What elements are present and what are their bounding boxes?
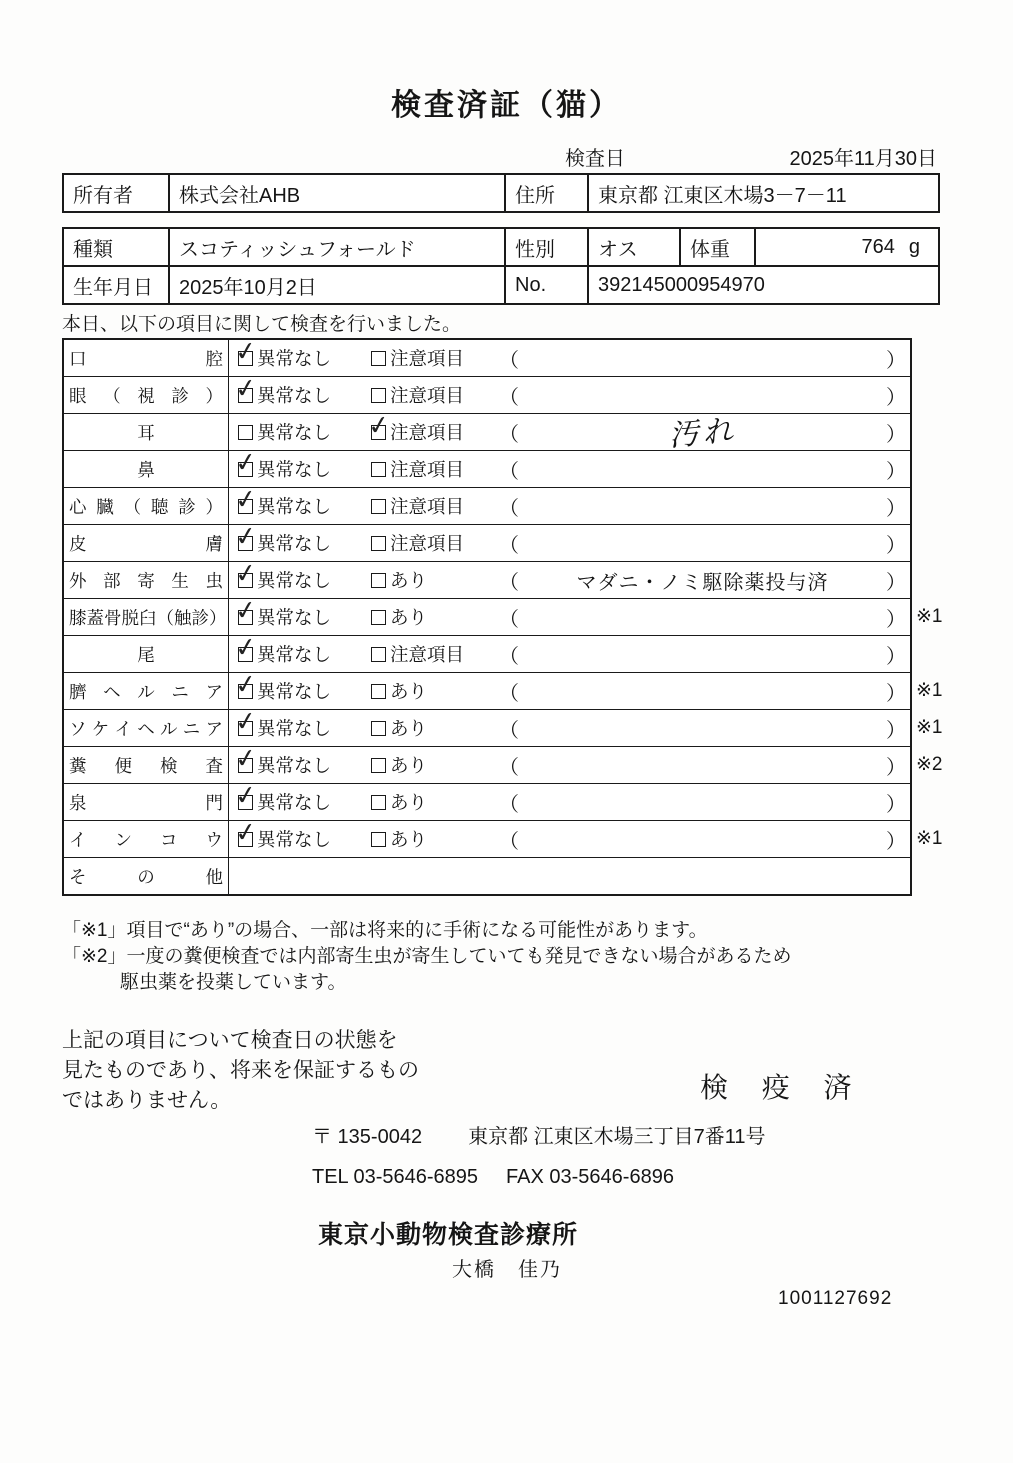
- checkbox-icon: [371, 832, 386, 847]
- footnotes: [62, 918, 792, 997]
- option-no-abnormality-label: 異常なし: [257, 681, 332, 702]
- close-paren: ）: [886, 571, 906, 594]
- close-paren: ）: [886, 534, 906, 557]
- remarks-text: マダニ・ノミ駆除薬投与済: [576, 571, 829, 594]
- option-no-abnormality: [238, 456, 371, 482]
- checkbox-icon: [371, 647, 386, 662]
- option-attention: [371, 752, 499, 778]
- option-attention-label: 注意項目: [390, 644, 465, 665]
- checkbox-icon: [238, 684, 253, 699]
- checklist-options: [229, 562, 910, 598]
- checklist-row: [64, 413, 910, 454]
- staff-name: 大橋 佳乃: [452, 1259, 562, 1281]
- sex-value: オス: [589, 229, 681, 265]
- open-paren: （: [499, 830, 519, 853]
- close-paren: ）: [886, 830, 906, 853]
- checklist-item-label: ソ ケ イ ヘ ル ニ ア: [69, 718, 223, 739]
- footnote-ref: ※2: [916, 754, 943, 775]
- checklist-row: [64, 340, 910, 377]
- checkbox-icon: [371, 684, 386, 699]
- checklist-item-label-cell: [64, 562, 229, 598]
- checklist-row: [64, 710, 943, 747]
- close-paren: ）: [886, 756, 906, 779]
- remarks-area: [499, 821, 910, 857]
- disclaimer: [62, 1026, 419, 1115]
- tel-number: TEL 03-5646-6895: [312, 1166, 479, 1188]
- owner-label: 所有者: [64, 175, 170, 211]
- checklist-options: [229, 858, 910, 894]
- checklist-options: [229, 340, 910, 376]
- birth-label: 生年月日: [64, 267, 170, 303]
- sex-label: 性別: [506, 229, 589, 265]
- checklist-options: [229, 747, 910, 783]
- checkbox-icon: [371, 499, 386, 514]
- checklist-item-label-cell: [64, 451, 229, 487]
- option-no-abnormality-label: 異常なし: [257, 385, 332, 406]
- checkbox-icon: [371, 425, 386, 440]
- pet-table: [62, 227, 940, 305]
- checklist-options: [229, 821, 910, 857]
- close-paren: ）: [886, 386, 906, 409]
- footnote-ref: ※1: [916, 828, 943, 849]
- option-no-abnormality-label: 異常なし: [257, 792, 332, 813]
- open-paren: （: [499, 682, 519, 705]
- checklist-row: [64, 821, 943, 858]
- remarks-area: [499, 525, 910, 561]
- checkbox-icon: [238, 758, 253, 773]
- breed-value: スコティッシュフォールド: [170, 229, 506, 265]
- checklist-item-label-cell: [64, 858, 229, 894]
- open-paren: （: [499, 793, 519, 816]
- option-attention: [371, 345, 499, 371]
- open-paren: （: [499, 423, 519, 446]
- checkbox-icon: [371, 351, 386, 366]
- checklist-options: [229, 488, 910, 524]
- option-no-abnormality-label: 異常なし: [257, 422, 332, 443]
- close-paren: ）: [886, 349, 906, 372]
- inspection-date-label: 検査日: [565, 148, 625, 170]
- close-paren: ）: [886, 793, 906, 816]
- option-attention: [371, 530, 499, 556]
- weight-value: 764: [861, 235, 895, 258]
- option-attention-label: 注意項目: [390, 348, 465, 369]
- checklist-options: [229, 784, 910, 820]
- clinic-name: 東京小動物検査診療所: [318, 1221, 579, 1249]
- open-paren: （: [499, 497, 519, 520]
- checkbox-icon: [238, 388, 253, 403]
- option-attention: [371, 641, 499, 667]
- option-no-abnormality-label: 異常なし: [257, 607, 332, 628]
- checklist-row: [64, 451, 910, 488]
- checklist-item-label-cell: [64, 710, 229, 746]
- checklist-item-label-cell: [64, 377, 229, 413]
- checkbox-icon: [371, 388, 386, 403]
- option-no-abnormality: [238, 789, 371, 815]
- option-attention: [371, 419, 499, 445]
- page-title: 検査済証（猫）: [391, 89, 622, 122]
- option-attention-label: あり: [390, 718, 428, 739]
- checkbox-icon: [371, 721, 386, 736]
- checklist-row: [64, 599, 943, 636]
- option-attention-label: あり: [390, 681, 428, 702]
- address-label: 住所: [506, 175, 589, 211]
- checkbox-icon: [238, 425, 253, 440]
- remarks-area: [499, 636, 910, 672]
- option-no-abnormality-label: 異常なし: [257, 718, 332, 739]
- checklist-options: [229, 451, 910, 487]
- remarks-area: [499, 673, 910, 709]
- checkbox-icon: [238, 573, 253, 588]
- breed-label: 種類: [64, 229, 170, 265]
- option-no-abnormality: [238, 715, 371, 741]
- checkbox-icon: [238, 795, 253, 810]
- footnote-1: 「※1」項目で“あり”の場合、一部は将来的に手術になる可能性があります。: [62, 920, 708, 941]
- option-no-abnormality-label: 異常なし: [257, 829, 332, 850]
- option-attention: [371, 382, 499, 408]
- option-attention-label: あり: [390, 792, 428, 813]
- checklist-item-label-cell: [64, 488, 229, 524]
- open-paren: （: [499, 460, 519, 483]
- tel-fax-line: [312, 1166, 674, 1189]
- footnote-ref: ※1: [916, 680, 943, 701]
- option-attention: [371, 456, 499, 482]
- checklist-item-label: 泉 門: [69, 792, 223, 813]
- checklist-item-label-cell: [64, 636, 229, 672]
- checklist-item-label: 皮 膚: [69, 533, 223, 554]
- remarks-area: [499, 340, 910, 376]
- weight-value-cell: [756, 229, 938, 265]
- checklist-item-label: 外 部 寄 生 虫: [69, 570, 223, 591]
- close-paren: ）: [886, 423, 906, 446]
- clinic-address: 東京都 江東区木場三丁目7番11号: [468, 1126, 766, 1148]
- remarks-area: [499, 488, 910, 524]
- checklist-item-label: そ の 他: [69, 866, 223, 887]
- fax-number: FAX 03-5646-6896: [506, 1166, 674, 1188]
- no-value: 392145000954970: [598, 273, 765, 296]
- remarks-area: [499, 413, 910, 454]
- option-no-abnormality: [238, 345, 371, 371]
- checkbox-icon: [238, 499, 253, 514]
- checkbox-icon: [238, 351, 253, 366]
- option-no-abnormality: [238, 641, 371, 667]
- close-paren: ）: [886, 682, 906, 705]
- inspection-date-value: 2025年11月30日: [789, 148, 937, 170]
- checklist-item-label-cell: [64, 821, 229, 857]
- checklist-row: [64, 636, 910, 673]
- open-paren: （: [499, 719, 519, 742]
- checklist-options: [229, 710, 910, 746]
- footnote-2: 「※2」一度の糞便検査では内部寄生虫が寄生していても発見できない場合があるため: [62, 946, 792, 968]
- option-no-abnormality-label: 異常なし: [257, 570, 332, 591]
- open-paren: （: [499, 349, 519, 372]
- remarks-area: [499, 747, 910, 783]
- open-paren: （: [499, 756, 519, 779]
- checkbox-icon: [371, 795, 386, 810]
- owner-table: [62, 173, 940, 213]
- checkbox-icon: [238, 832, 253, 847]
- checkbox-icon: [371, 462, 386, 477]
- close-paren: ）: [886, 460, 906, 483]
- option-no-abnormality: [238, 382, 371, 408]
- option-attention-label: 注意項目: [390, 533, 465, 554]
- checklist-item-label-cell: [64, 414, 229, 450]
- checkbox-icon: [238, 647, 253, 662]
- option-attention: [371, 678, 499, 704]
- option-no-abnormality: [238, 419, 371, 445]
- option-no-abnormality: [238, 826, 371, 852]
- checklist-row: [64, 784, 910, 821]
- open-paren: （: [499, 386, 519, 409]
- checklist-row: [64, 488, 910, 525]
- option-no-abnormality-label: 異常なし: [257, 533, 332, 554]
- remarks-text: 汚れ: [667, 413, 739, 454]
- option-attention: [371, 826, 499, 852]
- quarantine-stamp: 検 疫 済: [700, 1072, 865, 1103]
- open-paren: （: [499, 571, 519, 594]
- checklist-item-label: 耳: [137, 422, 155, 443]
- footnote-ref: ※1: [916, 717, 943, 738]
- checkbox-icon: [371, 536, 386, 551]
- option-no-abnormality: [238, 530, 371, 556]
- close-paren: ）: [886, 645, 906, 668]
- checklist-item-label: 心 臓 （ 聴 診 ）: [69, 496, 223, 517]
- option-no-abnormality: [238, 493, 371, 519]
- checklist-item-label: 尾: [137, 644, 155, 665]
- option-attention-label: あり: [390, 570, 428, 591]
- option-attention-label: あり: [390, 607, 428, 628]
- remarks-area: [499, 784, 910, 820]
- checkbox-icon: [371, 573, 386, 588]
- no-label: No.: [506, 267, 589, 303]
- postal-address-line: [312, 1120, 766, 1149]
- checklist-item-label: 鼻: [137, 459, 155, 480]
- option-no-abnormality-label: 異常なし: [257, 348, 332, 369]
- checklist-row: [64, 562, 910, 599]
- postal-code: 〒 135-0042: [312, 1126, 423, 1148]
- close-paren: ）: [886, 719, 906, 742]
- weight-unit: g: [908, 235, 920, 258]
- option-no-abnormality-label: 異常なし: [257, 755, 332, 776]
- weight-label: 体重: [681, 229, 756, 265]
- checklist-item-label: 臍 ヘ ル ニ ア: [69, 681, 223, 702]
- checklist-item-label: イ ン コ ウ: [69, 829, 223, 850]
- option-attention: [371, 604, 499, 630]
- open-paren: （: [499, 645, 519, 668]
- checkbox-icon: [371, 610, 386, 625]
- option-attention-label: 注意項目: [390, 422, 465, 443]
- checklist-item-label-cell: [64, 673, 229, 709]
- option-no-abnormality-label: 異常なし: [257, 459, 332, 480]
- checklist-options: [229, 599, 910, 635]
- disclaimer-line-1: 上記の項目について検査日の状態を: [62, 1029, 398, 1052]
- checklist-item-label-cell: [64, 525, 229, 561]
- checkbox-icon: [238, 610, 253, 625]
- checklist-options: [229, 525, 910, 561]
- checklist-options: [229, 413, 910, 454]
- close-paren: ）: [886, 608, 906, 631]
- option-no-abnormality: [238, 752, 371, 778]
- close-paren: ）: [886, 497, 906, 520]
- option-attention-label: 注意項目: [390, 459, 465, 480]
- footnote-2-cont: 駆虫薬を投薬しています。: [120, 972, 347, 994]
- intro-text: 本日、以下の項目に関して検査を行いました。: [62, 314, 462, 335]
- option-no-abnormality: [238, 567, 371, 593]
- disclaimer-line-3: ではありません。: [62, 1088, 232, 1112]
- option-attention-label: 注意項目: [390, 385, 465, 406]
- owner-row: [64, 175, 938, 211]
- checklist-item-label-cell: [64, 784, 229, 820]
- option-attention: [371, 715, 499, 741]
- remarks-area: [499, 599, 910, 635]
- owner-value: 株式会社AHB: [170, 175, 506, 211]
- option-attention-label: あり: [390, 755, 428, 776]
- checklist-item-label: 口 腔: [69, 348, 223, 369]
- checkbox-icon: [238, 536, 253, 551]
- checkbox-icon: [238, 462, 253, 477]
- open-paren: （: [499, 608, 519, 631]
- checklist-item-label: 膝蓋骨脱臼（触診）: [69, 607, 227, 628]
- option-no-abnormality-label: 異常なし: [257, 644, 332, 665]
- option-no-abnormality: [238, 604, 371, 630]
- checklist-item-label-cell: [64, 340, 229, 376]
- checkbox-icon: [371, 758, 386, 773]
- checklist-options: [229, 636, 910, 672]
- checklist-item-label: 眼 （ 視 診 ）: [69, 385, 223, 406]
- remarks-area: [499, 451, 910, 487]
- option-no-abnormality-label: 異常なし: [257, 496, 332, 517]
- footnote-ref: ※1: [916, 606, 943, 627]
- checklist-row: [64, 858, 910, 894]
- checklist-table: [62, 338, 943, 896]
- checklist-item-label: 糞 便 検 査: [69, 755, 223, 776]
- checklist-options: [229, 673, 910, 709]
- address-value: 東京都 江東区木場3－7－11: [598, 184, 847, 207]
- birth-value: 2025年10月2日: [170, 267, 506, 303]
- option-attention: [371, 567, 499, 593]
- option-attention: [371, 493, 499, 519]
- disclaimer-line-2: 見たものであり、将来を保証するもの: [62, 1058, 419, 1082]
- option-attention-label: 注意項目: [390, 496, 465, 517]
- option-no-abnormality: [238, 678, 371, 704]
- checklist-item-label-cell: [64, 747, 229, 783]
- checklist-row: [64, 747, 943, 784]
- option-attention: [371, 789, 499, 815]
- checklist-row: [64, 673, 943, 710]
- remarks-area: [499, 562, 910, 598]
- inspection-date-row: [565, 142, 937, 171]
- checklist-item-label-cell: [64, 599, 229, 635]
- option-attention-label: あり: [390, 829, 428, 850]
- breed-row: [64, 229, 938, 265]
- open-paren: （: [499, 534, 519, 557]
- checklist-row: [64, 525, 910, 562]
- serial-number: 1001127692: [778, 1288, 893, 1309]
- remarks-area: [499, 710, 910, 746]
- birth-row: [64, 265, 938, 303]
- checkbox-icon: [238, 721, 253, 736]
